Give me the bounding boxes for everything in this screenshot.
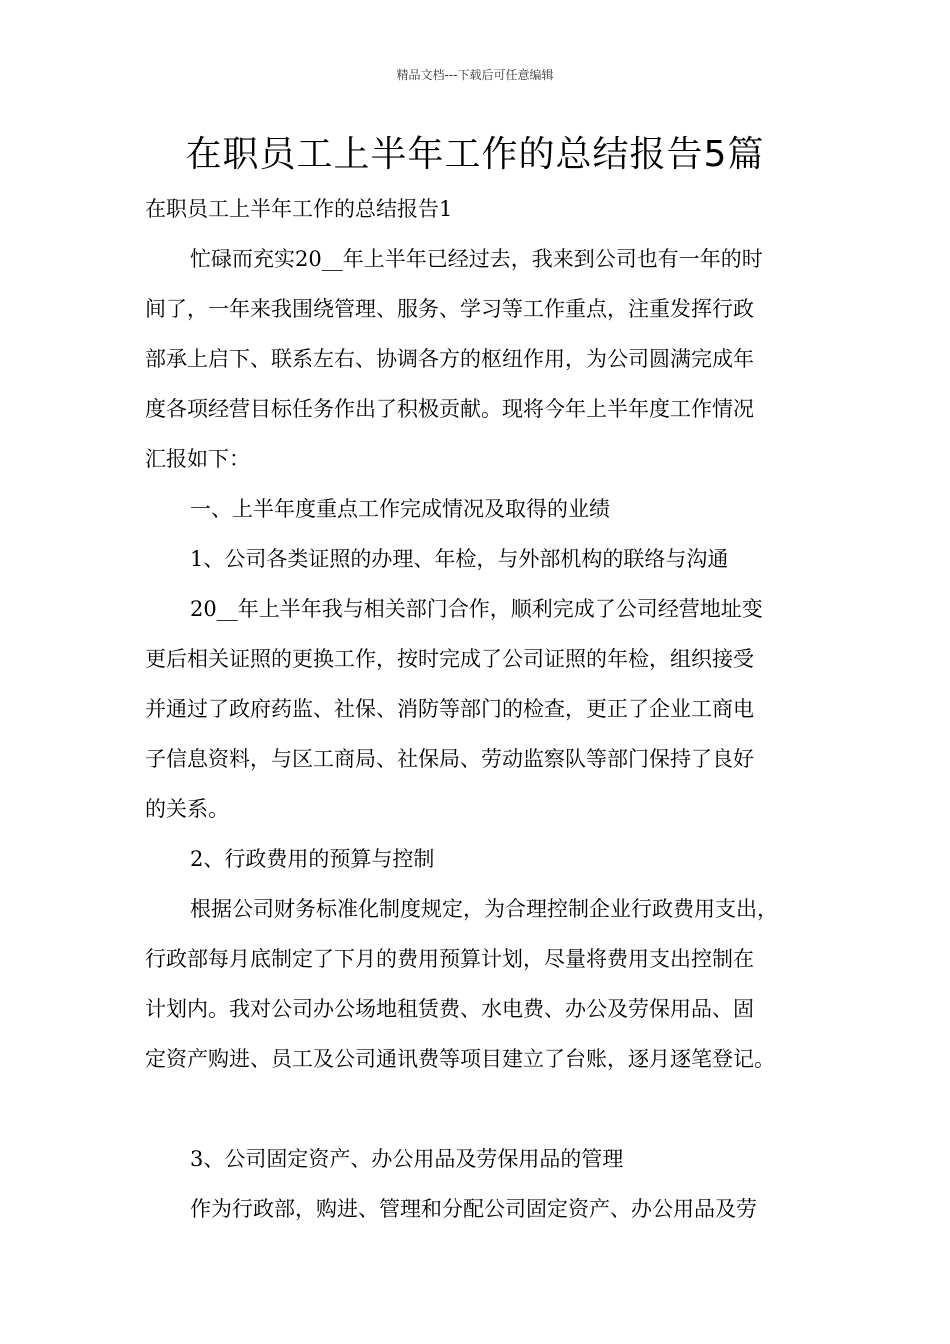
text-line: 一、上半年度重点工作完成情况及取得的业绩	[190, 497, 610, 521]
text-line: 作为行政部，购进、管理和分配公司固定资产、办公用品及劳	[190, 1197, 757, 1221]
text-line: 定资产购进、员工及公司通讯费等项目建立了台账，逐月逐笔登记。	[145, 1047, 775, 1071]
text-line: 20__年上半年我与相关部门合作，顺利完成了公司经营地址变	[190, 597, 763, 621]
text-line: 3、公司固定资产、办公用品及劳保用品的管理	[190, 1147, 624, 1171]
text-line: 2、行政费用的预算与控制	[190, 847, 435, 871]
text-line: 部承上启下、联系左右、协调各方的枢纽作用，为公司圆满完成年	[145, 347, 754, 371]
text-line: 子信息资料，与区工商局、社保局、劳动监察队等部门保持了良好	[145, 747, 754, 771]
document-title: 在职员工上半年工作的总结报告5篇	[185, 134, 765, 175]
text-line: 计划内。我对公司办公场地租赁费、水电费、办公及劳保用品、固	[145, 997, 754, 1021]
text-line: 的关系。	[145, 797, 229, 821]
header-note: 精品文档---下载后可任意编辑	[396, 68, 554, 82]
text-line: 1、公司各类证照的办理、年检，与外部机构的联络与沟通	[190, 547, 729, 571]
text-line: 根据公司财务标准化制度规定，为合理控制企业行政费用支出，	[190, 897, 778, 921]
text-line: 汇报如下：	[145, 447, 250, 471]
document-body	[145, 184, 810, 1234]
text-line: 在职员工上半年工作的总结报告1	[145, 197, 453, 221]
text-line: 度各项经营目标任务作出了积极贡献。现将今年上半年度工作情况	[145, 397, 754, 421]
blank-line	[145, 1084, 810, 1134]
text-line: 忙碌而充实20__年上半年已经过去，我来到公司也有一年的时	[190, 247, 763, 271]
text-line: 间了，一年来我围绕管理、服务、学习等工作重点，注重发挥行政	[145, 297, 754, 321]
text-line: 行政部每月底制定了下月的费用预算计划，尽量将费用支出控制在	[145, 947, 754, 971]
text-line: 并通过了政府药监、社保、消防等部门的检查，更正了企业工商电	[145, 697, 754, 721]
text-line: 更后相关证照的更换工作，按时完成了公司证照的年检，组织接受	[145, 647, 754, 671]
